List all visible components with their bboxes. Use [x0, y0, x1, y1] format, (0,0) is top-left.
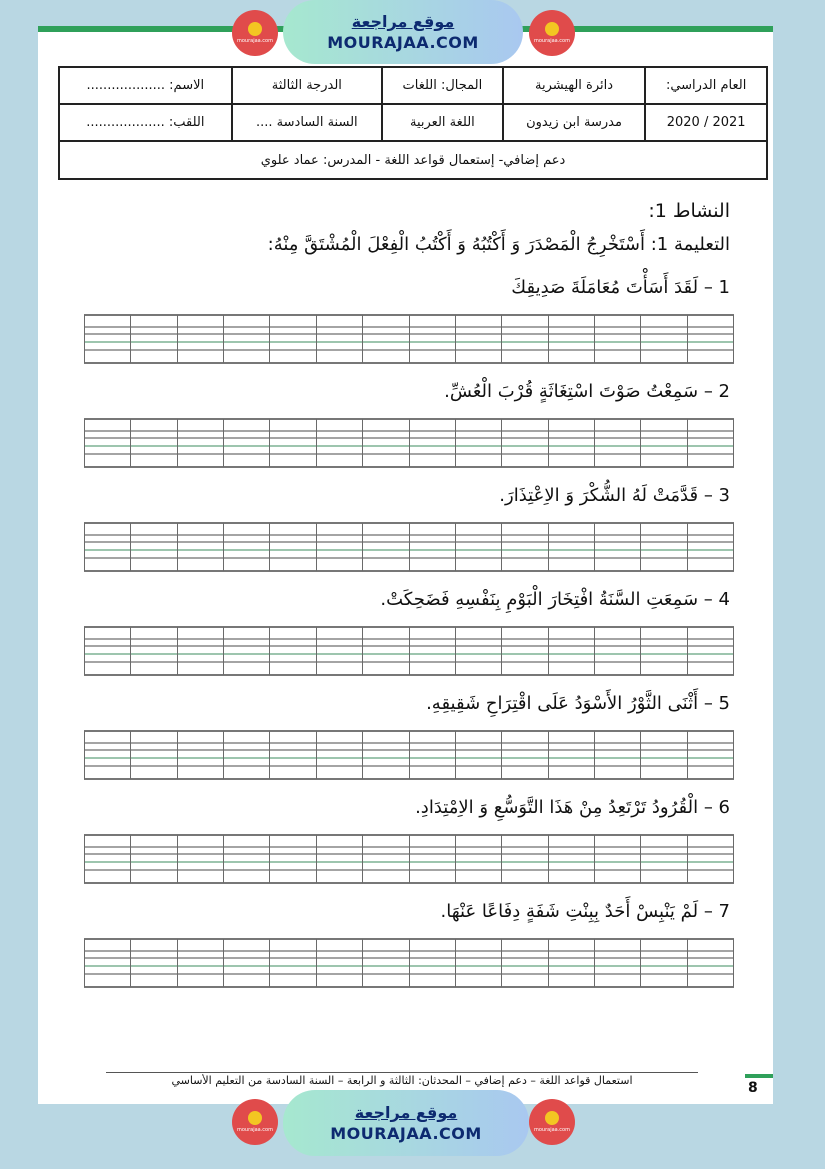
logo-badge-left-top — [232, 10, 278, 56]
header-cell: اللقب: ................... — [59, 104, 232, 141]
sentence-item — [60, 481, 730, 585]
site-banner-top[interactable] — [283, 0, 523, 64]
header-cell: اللغة العربية — [382, 104, 503, 141]
header-cell: المجال: اللغات — [382, 67, 503, 104]
header-cell: مدرسة ابن زيدون — [503, 104, 646, 141]
writing-grid[interactable] — [84, 729, 734, 781]
site-name-ar: موقع مراجعة — [354, 1103, 458, 1122]
writing-grid[interactable] — [84, 833, 734, 885]
sentence-text: 6 – الْقُرُودُ تَرْتَعِدُ مِنْ هَذَا التَّوَسُّعِ وَ الاِمْتِدَادِ. — [415, 797, 730, 818]
writing-grid[interactable] — [84, 625, 734, 677]
sentence-item — [60, 793, 730, 897]
page-number: 8 — [748, 1080, 758, 1096]
site-name-ar: موقع مراجعة — [351, 12, 455, 31]
sentence-text: 4 – سَمِعَتِ السَّنَةُ افْتِخَارَ الْبَوْمِ بِنَفْسِهِ فَضَحِكَتْ. — [380, 589, 730, 610]
activity-title: النشاط 1: — [648, 200, 730, 222]
sentence-text: 2 – سَمِعْتُ صَوْتَ اسْتِغَاثَةٍ قُرْبَ الْعُشِّ. — [444, 381, 730, 402]
logo-icon — [545, 1111, 559, 1125]
header-subtitle: دعم إضافي- إستعمال قواعد اللغة - المدرس: عماد علوي — [59, 141, 767, 179]
sentence-item — [60, 897, 730, 1001]
header-cell: الاسم: ................... — [59, 67, 232, 104]
writing-grid[interactable] — [84, 521, 734, 573]
sentence-item — [60, 273, 730, 377]
sentence-text: 5 – أَثْنَى الثَّوْرُ الأَسْوَدُ عَلَى اقْتِرَاحِ شَقِيقِهِ. — [426, 693, 730, 714]
header-table — [58, 66, 768, 180]
header-row-2 — [59, 104, 767, 141]
header-cell: 2021 / 2020 — [645, 104, 767, 141]
sentence-list — [60, 273, 730, 1001]
logo-icon — [248, 1111, 262, 1125]
logo-icon — [248, 22, 262, 36]
header-row-1 — [59, 67, 767, 104]
bottom-green-stripe — [745, 1074, 773, 1078]
header-cell: السنة السادسة .... — [232, 104, 382, 141]
header-cell: العام الدراسي: — [645, 67, 767, 104]
sentence-item — [60, 689, 730, 793]
writing-grid[interactable] — [84, 417, 734, 469]
activity-instruction: التعليمة 1: أَسْتَخْرِجُ الْمَصْدَرَ وَ أَكْتُبُهُ وَ أَكْتُبُ الْفِعْلَ الْمُشْتَقَّ مِنْهُ: — [267, 234, 730, 255]
badge-text: mourajaa.com — [236, 38, 273, 44]
activity-section — [60, 200, 730, 1001]
logo-badge-right-bottom — [529, 1099, 575, 1145]
logo-icon — [545, 22, 559, 36]
writing-grid[interactable] — [84, 313, 734, 365]
sentence-item — [60, 377, 730, 481]
badge-text: mourajaa.com — [236, 1127, 273, 1133]
writing-grid[interactable] — [84, 937, 734, 989]
sentence-text: 7 – لَمْ يَنْبِسْ أَحَدٌ بِبِنْتِ شَفَةٍ دِفَاعًا عَنْهَا. — [440, 901, 730, 922]
footer-divider — [106, 1072, 698, 1073]
header-cell: دائرة الهيشرية — [503, 67, 646, 104]
badge-text: mourajaa.com — [533, 1127, 570, 1133]
logo-badge-right-top — [529, 10, 575, 56]
badge-text: mourajaa.com — [533, 38, 570, 44]
site-name-en: MOURAJAA.COM — [330, 1124, 482, 1143]
header-row-3 — [59, 141, 767, 179]
site-banner-bottom[interactable] — [283, 1090, 529, 1156]
site-name-en: MOURAJAA.COM — [327, 33, 479, 52]
sentence-item — [60, 585, 730, 689]
sentence-text: 3 – قَدَّمَتْ لَهُ الشُّكْرَ وَ الاِعْتِذَارَ. — [499, 485, 730, 506]
sentence-text: 1 – لَقَدَ أَسَأْتَ مُعَامَلَةَ صَدِيقِكَ — [511, 277, 730, 298]
footer-text: استعمال قواعد اللغة – دعم إضافي – المحدثان: الثالثة و الرابعة – السنة السادسة من التعليم الأساسي — [171, 1074, 633, 1087]
header-cell: الدرجة الثالثة — [232, 67, 382, 104]
logo-badge-left-bottom — [232, 1099, 278, 1145]
